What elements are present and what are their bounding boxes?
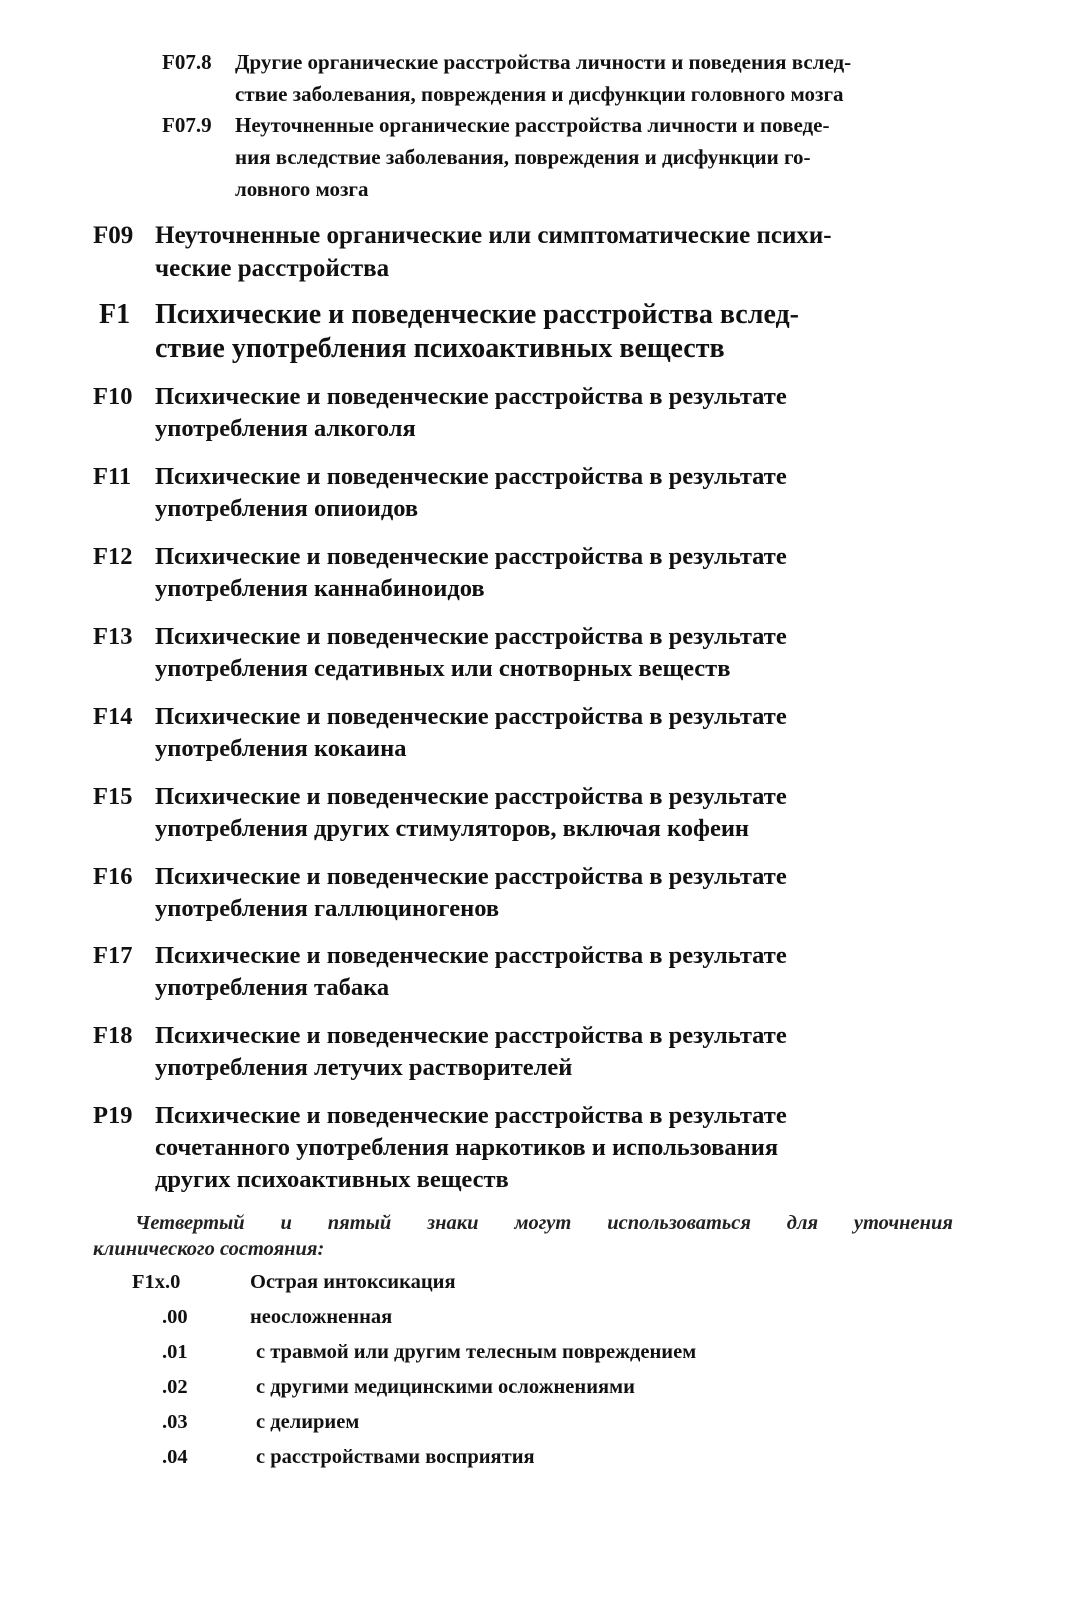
icd-entry	[93, 1100, 963, 1196]
text-line: употребления алкоголя	[155, 415, 416, 442]
text-line: других психоактивных веществ	[155, 1166, 509, 1193]
icd-entry	[93, 381, 963, 445]
icd-code: F16	[93, 863, 133, 890]
note-line: Четвертый и пятый знаки могут использоваться для уточнения	[135, 1212, 953, 1234]
note-paragraph	[93, 1210, 953, 1262]
text-line: сочетанного употребления наркотиков и использования	[155, 1134, 779, 1161]
list-text: неосложненная	[250, 1306, 393, 1328]
text-line: Психические и поведенческие расстройства в результате	[155, 543, 787, 570]
list-code: .02	[162, 1376, 188, 1398]
icd-code: F17	[93, 942, 133, 969]
list-text: с травмой или другим телесным повреждением	[256, 1341, 697, 1363]
icd-title	[155, 781, 963, 845]
text-line: ческие расстройства	[155, 255, 390, 282]
icd-code: P19	[93, 1102, 133, 1129]
text-line: Психические и поведенческие расстройства в результате	[155, 783, 787, 810]
icd-code: F09	[93, 222, 134, 249]
icd-title	[155, 1020, 963, 1084]
text-line: употребления галлюциногенов	[155, 895, 500, 922]
text-line: употребления табака	[155, 974, 390, 1001]
text-line: Психические и поведенческие расстройства в результате	[155, 863, 787, 890]
text-line: употребления других стимуляторов, включая кофеин	[155, 815, 750, 842]
text-line: Психические и поведенческие расстройства в результате	[155, 623, 787, 650]
icd-entry	[93, 298, 963, 366]
text-line: ствие заболевания, повреждения и дисфункции головного мозга	[235, 82, 844, 106]
text-line: Психические и поведенческие расстройства в результате	[155, 703, 787, 730]
icd-entry	[93, 781, 963, 845]
icd-title	[155, 861, 963, 925]
text-line: Психические и поведенческие расстройства в результате	[155, 463, 787, 490]
list-code: .04	[162, 1446, 188, 1468]
text-line: ния вследствие заболевания, повреждения и дисфункции го-	[235, 145, 811, 169]
icd-code: F1	[99, 299, 131, 330]
icd-title	[155, 701, 963, 765]
subentry	[162, 46, 962, 110]
icd-entry	[93, 621, 963, 685]
list-text: с делирием	[256, 1411, 360, 1433]
list-text: с расстройствами восприятия	[256, 1446, 535, 1468]
icd-code: F13	[93, 623, 133, 650]
text-line: Неуточненные органические или симптоматические психи-	[155, 222, 832, 249]
text-line: употребления седативных или снотворных веществ	[155, 655, 731, 682]
icd-title	[155, 219, 963, 285]
text-line: употребления кокаина	[155, 735, 407, 762]
icd-entry	[93, 940, 963, 1004]
text-line: Неуточненные органические расстройства личности и поведе-	[235, 113, 830, 137]
icd-title	[155, 940, 963, 1004]
subentry-text	[235, 109, 962, 205]
icd-entry	[93, 461, 963, 525]
list-code: .00	[162, 1306, 188, 1328]
text-line: Другие органические расстройства личности и поведения вслед-	[235, 50, 852, 74]
icd-code: F15	[93, 783, 133, 810]
icd-entry	[93, 219, 963, 285]
list-code: .01	[162, 1341, 188, 1363]
list-code: .03	[162, 1411, 188, 1433]
text-line: ловного мозга	[235, 177, 369, 201]
note-line: клинического состояния:	[93, 1238, 325, 1260]
subentry-code: F07.8	[162, 50, 212, 74]
icd-title	[155, 461, 963, 525]
icd-code: F10	[93, 383, 133, 410]
subentry-text	[235, 46, 962, 110]
text-line: ствие употребления психоактивных веществ	[155, 333, 725, 364]
text-line: Психические и поведенческие расстройства вслед-	[155, 299, 799, 330]
icd-entry	[93, 701, 963, 765]
icd-entry	[93, 541, 963, 605]
icd-title	[155, 541, 963, 605]
icd-code: F14	[93, 703, 133, 730]
icd-entry	[93, 861, 963, 925]
list-code: F1x.0	[132, 1271, 181, 1293]
icd-title	[155, 1100, 963, 1196]
icd-code: F18	[93, 1022, 133, 1049]
subentry	[162, 109, 962, 205]
list-text: с другими медицинскими осложнениями	[256, 1376, 635, 1398]
icd-code: F11	[93, 463, 132, 490]
icd-title	[155, 621, 963, 685]
icd-title	[155, 298, 963, 366]
text-line: Психические и поведенческие расстройства в результате	[155, 1022, 787, 1049]
text-line: употребления опиоидов	[155, 495, 419, 522]
text-line: Психические и поведенческие расстройства в результате	[155, 383, 787, 410]
subentry-code: F07.9	[162, 113, 212, 137]
icd-code: F12	[93, 543, 133, 570]
text-line: Психические и поведенческие расстройства в результате	[155, 1102, 787, 1129]
icd-title	[155, 381, 963, 445]
text-line: Психические и поведенческие расстройства в результате	[155, 942, 787, 969]
text-line: употребления каннабиноидов	[155, 575, 485, 602]
list-text: Острая интоксикация	[250, 1271, 456, 1293]
text-line: употребления летучих растворителей	[155, 1054, 573, 1081]
icd-entry	[93, 1020, 963, 1084]
